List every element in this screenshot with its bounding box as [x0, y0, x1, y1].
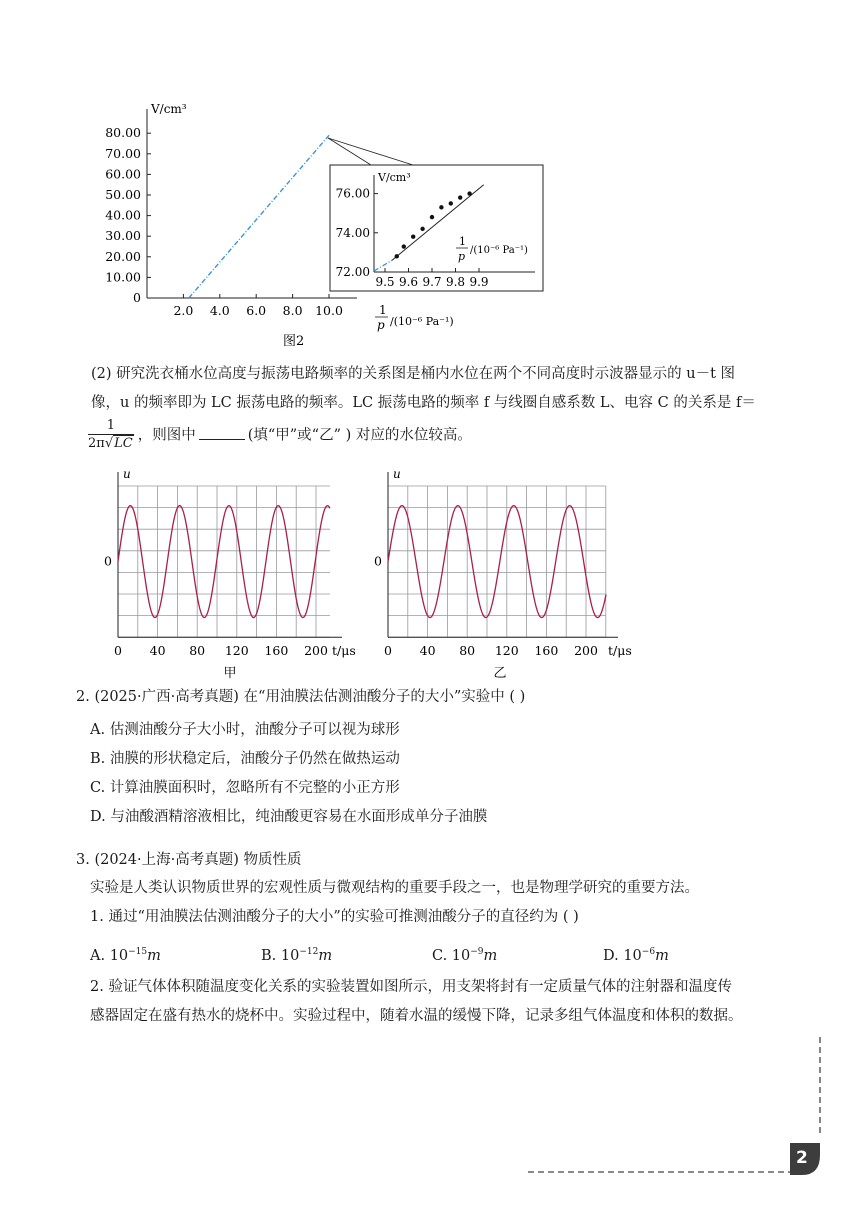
q1-part2-line1: (2) 研究洗衣桶水位高度与振荡电路频率的关系图是桶内水位在两个不同高度时示波器显示的 u－t 图: [91, 366, 736, 382]
inset-data-point: [458, 195, 462, 199]
main-y-tick-label: 60.00: [105, 166, 141, 182]
formula-denominator: 2π√LC: [88, 436, 133, 451]
inset-data-point: [402, 244, 406, 248]
wave-x-tick-label: 120: [494, 643, 519, 659]
inset-x-label-den: p: [458, 250, 466, 263]
wave-x-tick-label: 200: [574, 643, 598, 659]
wave-x-tick-label: 160: [264, 643, 289, 659]
main-y-tick-label: 50.00: [105, 187, 141, 202]
main-x-tick-label: 10.0: [315, 303, 343, 318]
zoom-connector-top: [328, 138, 413, 165]
main-x-tick-label: 6.0: [246, 303, 267, 318]
figure-caption: 图2: [283, 334, 305, 349]
inset-data-point: [420, 227, 424, 231]
wave-caption: 甲: [223, 666, 237, 682]
q3-option-c[interactable]: C. $10^{-9}m$: [432, 947, 498, 964]
q3-option-a[interactable]: A. $10^{-15}m$: [90, 947, 161, 964]
wave-x-tick-label: 40: [149, 643, 166, 659]
main-y-tick-label: 70.00: [105, 145, 141, 161]
wave-caption: 乙: [493, 666, 507, 682]
wave-x-tick-label: 40: [419, 643, 436, 659]
wave-x-tick-label: 80: [459, 643, 476, 659]
main-y-tick-label: 40.00: [105, 207, 141, 223]
main-x-tick-label: 4.0: [209, 303, 230, 318]
inset-x-tick-label: 9.7: [422, 275, 442, 289]
q2-stem: 2. (2025·广西·高考真题) 在“用油膜法估测油酸分子的大小”实验中 ( ): [76, 689, 526, 705]
main-y-tick-label: 0: [133, 290, 141, 305]
wave-x-tick-label: 0: [114, 643, 122, 659]
wave-zero-label: 0: [374, 553, 382, 569]
wave-grid: [118, 486, 330, 637]
wave-y-label: u: [393, 467, 401, 481]
q3-intro: 实验是人类认识物质世界的宏观性质与微观结构的重要手段之一，也是物理学研究的重要方法。: [90, 880, 699, 896]
inset-data-point: [467, 191, 471, 195]
wave-chart-right: [370, 466, 635, 682]
wave-x-tick-label: 80: [189, 643, 206, 659]
q3-sub1: 1. 通过“用油膜法估测油酸分子的大小”的实验可推测油酸分子的直径约为 ( ): [90, 909, 579, 925]
main-data-line: [189, 135, 329, 298]
inset-x-label-unit: /(10⁻⁶ Pa⁻¹): [470, 245, 528, 256]
inset-x-tick-label: 9.5: [375, 275, 395, 289]
inset-y-label: V/cm³: [378, 171, 411, 184]
wave-x-tick-label: 0: [384, 643, 392, 659]
wave-curve: [388, 506, 606, 618]
inset-y-tick-label: 74.00: [335, 225, 370, 240]
inset-y-tick-label: 72.00: [335, 265, 370, 279]
main-x-label-den: p: [377, 318, 385, 332]
inset-x-tick-label: 9.9: [469, 275, 489, 289]
inset-x-tick-label: 9.8: [445, 275, 466, 289]
q3-option-b[interactable]: B. $10^{-12}m$: [261, 947, 333, 964]
answer-blank[interactable]: [199, 425, 245, 440]
inset-data-point: [430, 215, 434, 219]
page-number: 2: [796, 1148, 808, 1168]
frequency-formula: [88, 418, 134, 453]
main-x-tick-label: 8.0: [282, 303, 303, 318]
line3-b: (填“甲”或“乙” ) 对应的水位较高。: [247, 427, 472, 444]
wave-x-tick-label: 120: [224, 643, 249, 659]
inset-data-point: [395, 254, 399, 258]
q1-part2-line2: 像，u 的频率即为 LC 振荡电路的频率。LC 振荡电路的频率 f 与线圈自感系数 L、电容 C 的关系是 f＝: [91, 395, 756, 411]
q3-sub2-line1: 2. 验证气体体积随温度变化关系的实验装置如图所示，用支架将封有一定质量气体的注射器和温度传: [90, 979, 732, 995]
wave-y-label: u: [123, 467, 131, 481]
zoom-connector-bottom: [328, 138, 371, 165]
line3-a: ，则图中: [137, 427, 196, 444]
inset-x-tick-label: 9.6: [398, 275, 419, 289]
q2-option-c[interactable]: C. 计算油膜面积时，忽略所有不完整的小正方形: [90, 780, 400, 796]
main-y-tick-label: 30.00: [105, 228, 141, 244]
formula-numerator: 1: [88, 418, 134, 435]
wave-chart-left: [100, 466, 356, 682]
wave-x-label: t/μs: [608, 643, 632, 659]
inset-data-point: [449, 201, 453, 205]
q3-sub2-line2: 感器固定在盛有热水的烧杯中。实验过程中，随着水温的缓慢下降，记录多组气体温度和体积的数据。: [90, 1008, 743, 1024]
q2-option-d[interactable]: D. 与油酸酒精溶液相比，纯油酸更容易在水面形成单分子油膜: [90, 809, 488, 825]
wave-x-label: t/μs: [332, 643, 356, 659]
page-corner-decoration: [520, 1035, 830, 1180]
figure-2: [95, 95, 565, 357]
q3-option-d[interactable]: D. $10^{-6}m$: [603, 947, 669, 964]
main-x-label-unit: /(10⁻⁶ Pa⁻¹): [390, 315, 454, 328]
wave-curve: [118, 506, 330, 618]
main-y-tick-label: 80.00: [105, 125, 141, 141]
wave-x-tick-label: 200: [304, 643, 328, 659]
q2-option-a[interactable]: A. 估测油酸分子大小时，油酸分子可以视为球形: [90, 722, 400, 738]
main-x-label-num: 1: [379, 303, 387, 317]
main-y-label: V/cm³: [151, 102, 187, 116]
inset-data-point: [439, 205, 443, 209]
q1-part2-line3: [88, 418, 472, 453]
q3-stem: 3. (2024·上海·高考真题) 物质性质: [76, 852, 302, 868]
inset-x-label-num: 1: [459, 235, 466, 248]
inset-y-tick-label: 76.00: [335, 186, 370, 201]
inset-data-point: [411, 235, 415, 239]
wave-zero-label: 0: [104, 553, 112, 569]
q2-option-b[interactable]: B. 油膜的形状稳定后，油酸分子仍然在做热运动: [90, 751, 400, 767]
main-x-tick-label: 2.0: [173, 303, 194, 318]
main-y-tick-label: 10.00: [105, 269, 141, 285]
main-y-tick-label: 20.00: [105, 248, 141, 264]
wave-x-tick-label: 160: [534, 643, 559, 659]
